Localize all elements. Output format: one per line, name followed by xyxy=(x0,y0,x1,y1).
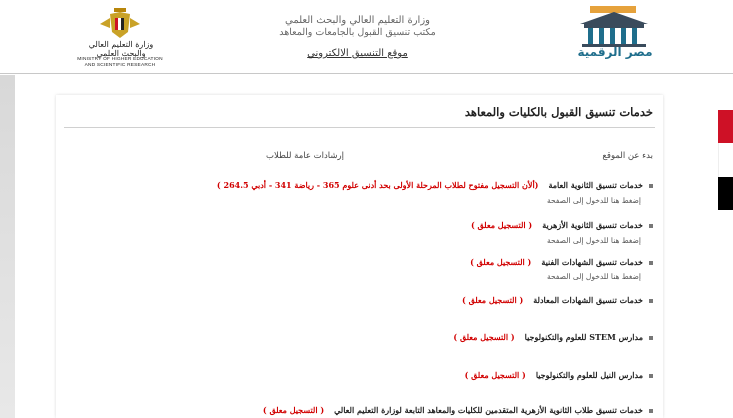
service-item xyxy=(263,405,653,415)
left-margin xyxy=(0,75,15,418)
tab-general-instructions[interactable]: إرشادات عامة للطلاب xyxy=(266,151,344,161)
office-name: مكتب تنسيق القبول بالجامعات والمعاهد xyxy=(279,27,436,38)
service-name-link[interactable]: خدمات تنسيق الثانوية العامة xyxy=(548,180,643,190)
service-status: ( التسجيل معلق ) xyxy=(262,405,325,415)
service-item xyxy=(462,295,653,305)
ministry-logo-arabic: وزارة التعليم العالي والبحث العلمي xyxy=(88,40,154,58)
bullet-icon xyxy=(649,409,653,413)
service-item xyxy=(471,220,653,230)
service-status: ( التسجيل معلق ) xyxy=(470,257,532,267)
service-item xyxy=(453,332,653,342)
service-name-link[interactable]: خدمات تنسيق الشهادات المعادلة xyxy=(533,295,643,305)
service-item xyxy=(470,257,653,267)
service-name-link[interactable]: خدمات تنسيق الثانوية الأزهرية xyxy=(542,220,643,230)
ministry-logo-english-line2: AND SCIENTIFIC RESEARCH xyxy=(84,63,156,68)
service-page-link[interactable]: إضغط هنا للدخول إلى الصفحة xyxy=(546,196,641,205)
ministry-logo-english-line1: MINISTRY OF HIGHER EDUCATION xyxy=(77,57,163,62)
service-item xyxy=(465,370,653,380)
tab-site-guide[interactable]: بدء عن الموقع xyxy=(602,151,653,161)
service-status: ( التسجيل معلق ) xyxy=(470,220,533,230)
egypt-flag-strip xyxy=(718,110,733,210)
bullet-icon xyxy=(649,184,653,188)
service-status: (ألأن التسجيل مفتوح لطلاب المرحلة الأولى بحد أدنى علوم 365 - رياضة 341 - أدبي 264.5 ) xyxy=(216,180,539,190)
service-page-link[interactable]: إضغط هنا للدخول إلى الصفحة xyxy=(546,272,641,281)
header-title-block xyxy=(255,15,460,60)
service-name-link[interactable]: مدارس النيل للعلوم والتكنولوجيا xyxy=(535,370,643,380)
service-item xyxy=(217,180,653,190)
bullet-icon xyxy=(649,224,653,228)
services-panel xyxy=(56,95,663,418)
misr-digital-logo[interactable] xyxy=(568,4,660,70)
site-header xyxy=(0,0,733,74)
service-status: ( التسجيل معلق ) xyxy=(462,295,524,305)
bullet-icon xyxy=(649,374,653,378)
bullet-icon xyxy=(649,261,653,265)
bullet-icon xyxy=(649,299,653,303)
service-name-link[interactable]: خدمات تنسيق الشهادات الفنية xyxy=(541,257,643,267)
service-page-link[interactable]: إضغط هنا للدخول إلى الصفحة xyxy=(546,236,641,245)
ministry-name: وزارة التعليم العالي والبحث العلمي xyxy=(285,15,430,26)
panel-title: خدمات تنسيق القبول بالكليات والمعاهد xyxy=(464,105,653,119)
bullet-icon xyxy=(649,336,653,340)
service-status: ( التسجيل معلق ) xyxy=(464,370,526,380)
misr-digital-logo-text: مصر الرقمية xyxy=(577,45,653,59)
service-name-link[interactable]: مدارس STEM للعلوم والتكنولوجيا xyxy=(524,332,643,342)
service-name-link[interactable]: خدمات تنسيق طلاب الثانوية الأزهرية المتقدمين للكليات والمعاهد التابعة لوزارة التعليم العالي xyxy=(334,405,643,415)
service-status: ( التسجيل معلق ) xyxy=(453,332,515,342)
site-name-link[interactable]: موقع التنسيق الالكتروني xyxy=(307,48,408,59)
panel-divider xyxy=(64,127,655,128)
